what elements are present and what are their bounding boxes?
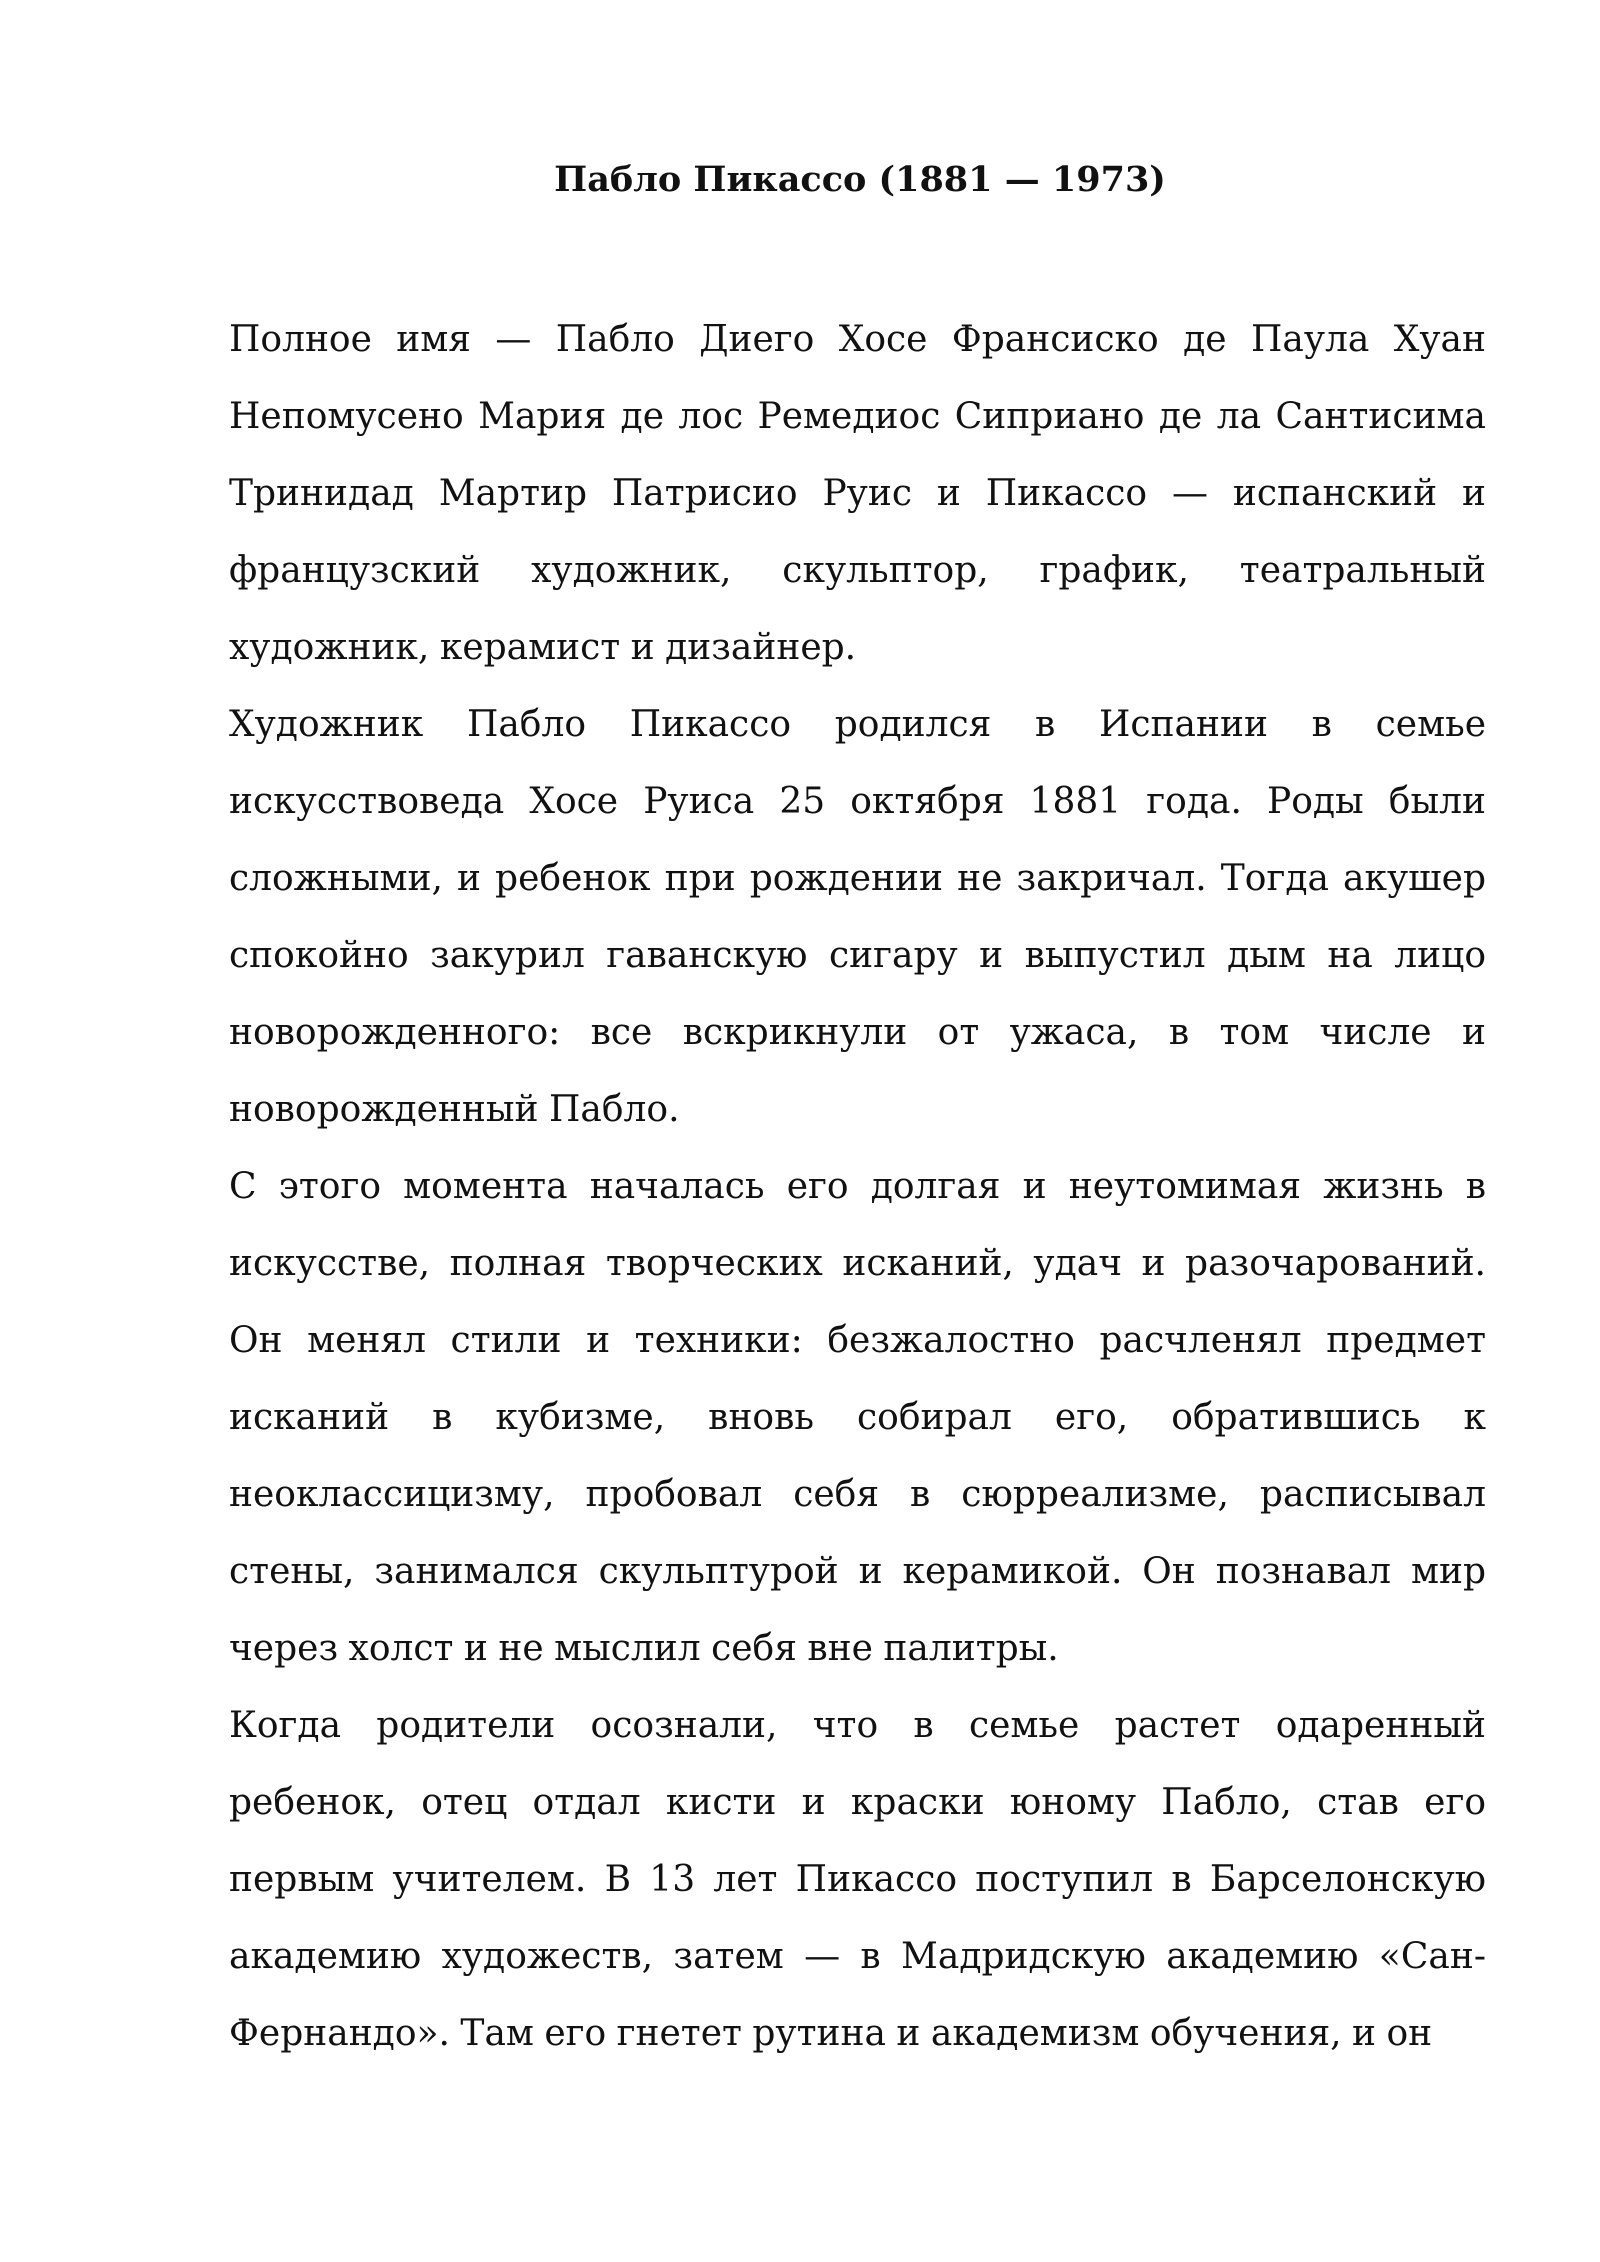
paragraph-birth: Художник Пабло Пикассо родился в Испании в семье искусствоведа Хосе Руиса 25 октября 1881 года. Роды были сложными, и ребенок при рождении не закричал. Тогда акушер спокойно закурил гаванскую сигару и выпустил дым на лицо новорожденного: все вскрикнули от ужаса, в том числе и новорожденный Пабло.: [229, 704, 1486, 1130]
document-body: [229, 301, 1486, 2072]
document-title: Пабло Пикассо (1881 — 1973): [554, 159, 1166, 200]
paragraph-education: Когда родители осознали, что в семье растет одаренный ребенок, отец отдал кисти и краски юному Пабло, став его первым учителем. В 13 лет Пикассо поступил в Барселонскую академию художеств, затем — в Мадридскую академию «Сан-Фернандо». Там его гнетет рутина и академизм обучения, и он: [229, 1705, 1486, 2054]
paragraph-full-name: Полное имя — Пабло Диего Хосе Франсиско де Паула Хуан Непомусено Мария де лос Ремедиос Сиприано де ла Сантисима Тринидад Мартир Патрисио Руис и Пикассо — испанский и французский художник, скульптор, график, театральный художник, керамист и дизайнер.: [229, 319, 1486, 668]
paragraph-artistic-life: С этого момента началась его долгая и неутомимая жизнь в искусстве, полная творческих исканий, удач и разочарований. Он менял стили и техники: безжалостно расчленял предмет исканий в кубизме, вновь собирал его, обратившись к неоклассицизму, пробовал себя в сюрреализме, расписывал стены, занимался скульптурой и керамикой. Он познавал мир через холст и не мыслил себя вне палитры.: [229, 1166, 1486, 1669]
